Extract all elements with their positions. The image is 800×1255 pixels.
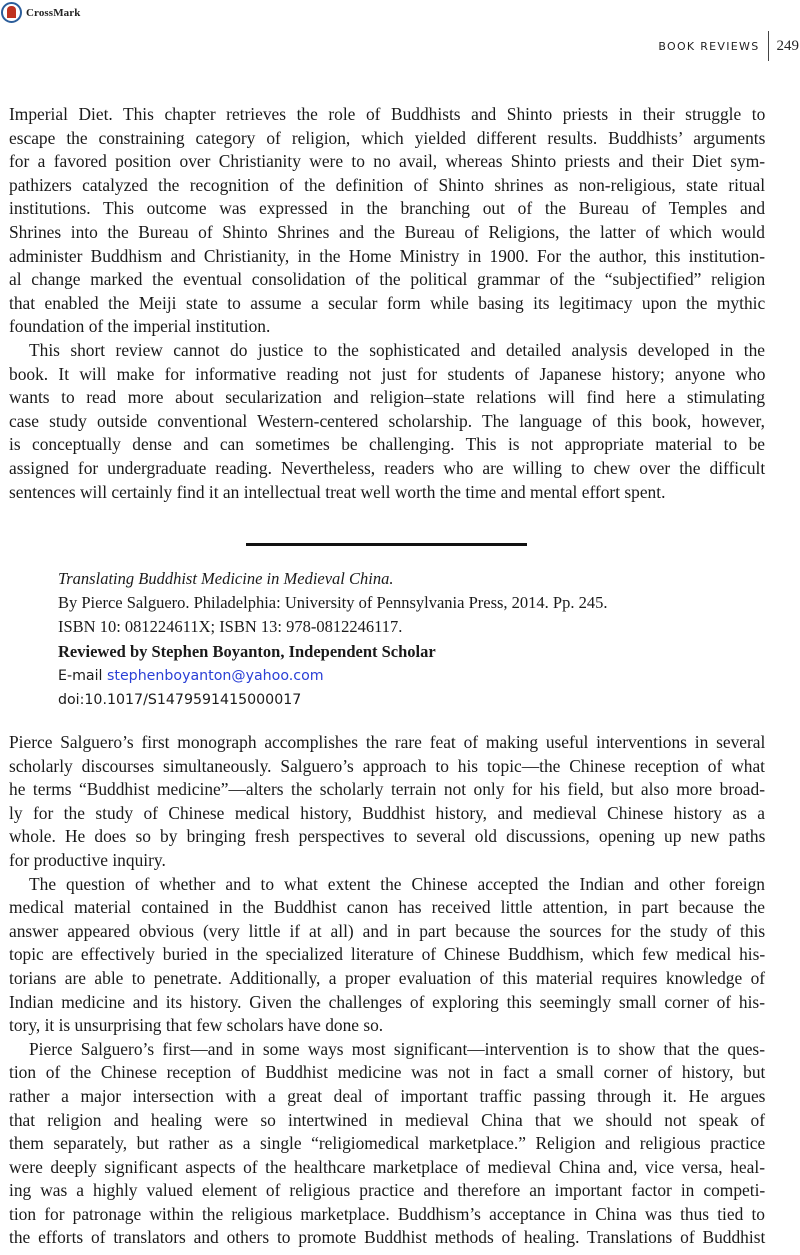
- crossmark-badge[interactable]: [1, 2, 80, 23]
- text-line: were deeply significant aspects of the healthcare marketplace of medieval China and, vice versa, heal-: [9, 1156, 765, 1177]
- page-number: 249: [776, 37, 799, 54]
- text-line: scholarly discourses simultaneously. Salguero’s approach to his topic—the Chinese reception of what: [9, 755, 765, 776]
- text-line: ly for the study of Chinese medical history, Buddhist history, and medieval Chinese history as a: [9, 802, 765, 823]
- text-line: wants to read more about secularization and religion–state relations will find here a stimulating: [9, 387, 766, 408]
- book-info: [58, 567, 607, 712]
- text-line: case study outside conventional Western-centered scholarship. The language of this book, however,: [9, 410, 765, 431]
- text-line: whole. He does so by bringing fresh perspectives to several old discussions, opening up new paths: [9, 826, 766, 847]
- text-line: administer Buddhism and Christianity, in the Home Ministry in 1900. For the author, this institution-: [9, 245, 766, 266]
- text-line: institutions. This outcome was expressed in the branching out of the Bureau of Temples and: [9, 198, 766, 219]
- text-line: topic are effectively buried in the specialized literature of Chinese Buddhism, which few medical his-: [9, 944, 766, 965]
- paragraph: [9, 731, 765, 873]
- text-line: them separately, but rather as a single “religiomedical marketplace.” Religion and religious practice: [9, 1133, 766, 1154]
- text-line: the efforts of translators and others to promote Buddhist methods of healing. Translations of Buddhist: [9, 1227, 766, 1248]
- text-line: This short review cannot do justice to the sophisticated and detailed analysis developed in the: [29, 339, 765, 360]
- text-line: sentences will certainly find it an intellectual treat well worth the time and mental effort spent.: [9, 481, 666, 502]
- text-line: medical material contained in the Buddhist canon has received little attention, in part because the: [9, 897, 765, 918]
- text-line: is conceptually dense and can sometimes be challenging. This is not appropriate material to be: [9, 434, 765, 455]
- text-line: assigned for undergraduate reading. Nevertheless, readers who are willing to chew over the difficult: [9, 457, 766, 478]
- section-title: BOOK REVIEWS: [658, 39, 760, 53]
- text-line: that religion and healing were so intertwined in medieval China that we should not speak of: [9, 1109, 765, 1130]
- text-line: Pierce Salguero’s first monograph accomplishes the rare feat of making useful interventions in several: [9, 732, 766, 752]
- text-line: The question of whether and to what extent the Chinese accepted the Indian and other foreign: [29, 873, 765, 894]
- email-label: E-mail: [58, 667, 103, 684]
- text-line: tion for patronage within the religious marketplace. Buddhism’s acceptance in China was thus tied to: [9, 1203, 765, 1224]
- text-line: rather a major intersection with a great deal of important traffic passing through it. He argues: [9, 1085, 766, 1106]
- text-line: Pierce Salguero’s first—and in some ways most significant—intervention is to show that the ques-: [29, 1038, 765, 1059]
- text-line: Shrines into the Bureau of Shinto Shrines and the Bureau of Religions, the latter of which would: [9, 221, 765, 242]
- text-line: tion of the Chinese reception of Buddhist medicine was not in fact a small corner of history, but: [9, 1062, 766, 1083]
- text-line: answer appeared obvious (very little if at all) and in part because the sources for the study of this: [9, 920, 766, 941]
- book-title: Translating Buddhist Medicine in Medieval China.: [58, 569, 394, 588]
- text-line: tory, it is unsurprising that few scholars have done so.: [9, 1015, 384, 1036]
- text-line: that enabled the Meiji state to assume a secular form while basing its legitimacy upon the mythic: [9, 292, 766, 313]
- email-line: [58, 664, 607, 688]
- text-line: al change marked the eventual consolidation of the political grammar of the “subjectified” religion: [9, 269, 766, 290]
- text-line: Imperial Diet. This chapter retrieves the role of Buddhists and Shinto priests in their struggle to: [9, 104, 766, 124]
- publication-details: By Pierce Salguero. Philadelphia: University of Pennsylvania Press, 2014. Pp. 245.: [58, 593, 608, 613]
- paragraph: [9, 339, 765, 504]
- isbn: ISBN 10: 081224611X; ISBN 13: 978-0812246117.: [58, 617, 403, 637]
- text-line: foundation of the imperial institution.: [9, 316, 271, 337]
- paragraph: [9, 1038, 765, 1250]
- book-review-body: [9, 731, 765, 1250]
- running-head: [658, 30, 800, 62]
- previous-review-body: [9, 103, 765, 504]
- text-line: pathizers catalyzed the recognition of the definition of Shinto shrines as non-religious, state ritual: [9, 174, 766, 195]
- text-line: torians are able to penetrate. Additionally, a proper evaluation of this material requires knowledge of: [9, 967, 766, 988]
- section-divider: [246, 543, 527, 546]
- text-line: ing was a highly valued element of religious practice and therefore an important factor in competi-: [9, 1180, 766, 1201]
- reviewer: Reviewed by Stephen Boyanton, Independent Scholar: [58, 641, 436, 661]
- doi[interactable]: doi:10.1017/S1479591415000017: [58, 692, 302, 709]
- text-line: he terms “Buddhist medicine”—alters the scholarly terrain not only for his field, but also more broad-: [9, 779, 765, 800]
- paragraph: [9, 103, 765, 339]
- crossmark-label: CrossMark: [26, 6, 81, 19]
- email-link[interactable]: stephenboyanton@yahoo.com: [107, 667, 324, 684]
- text-line: for a favored position over Christianity were to no avail, whereas Shinto priests and their Diet sym-: [9, 151, 766, 172]
- text-line: Indian medicine and its history. Given the challenges of exploring this seemingly small corner of his-: [9, 991, 765, 1012]
- crossmark-icon: [1, 2, 22, 23]
- text-line: book. It will make for informative reading not just for students of Japanese history; anyone who: [9, 363, 766, 384]
- text-line: for productive inquiry.: [9, 849, 166, 870]
- text-line: escape the constraining category of religion, which yielded different results. Buddhists’ arguments: [9, 127, 766, 148]
- paragraph: [9, 873, 765, 1038]
